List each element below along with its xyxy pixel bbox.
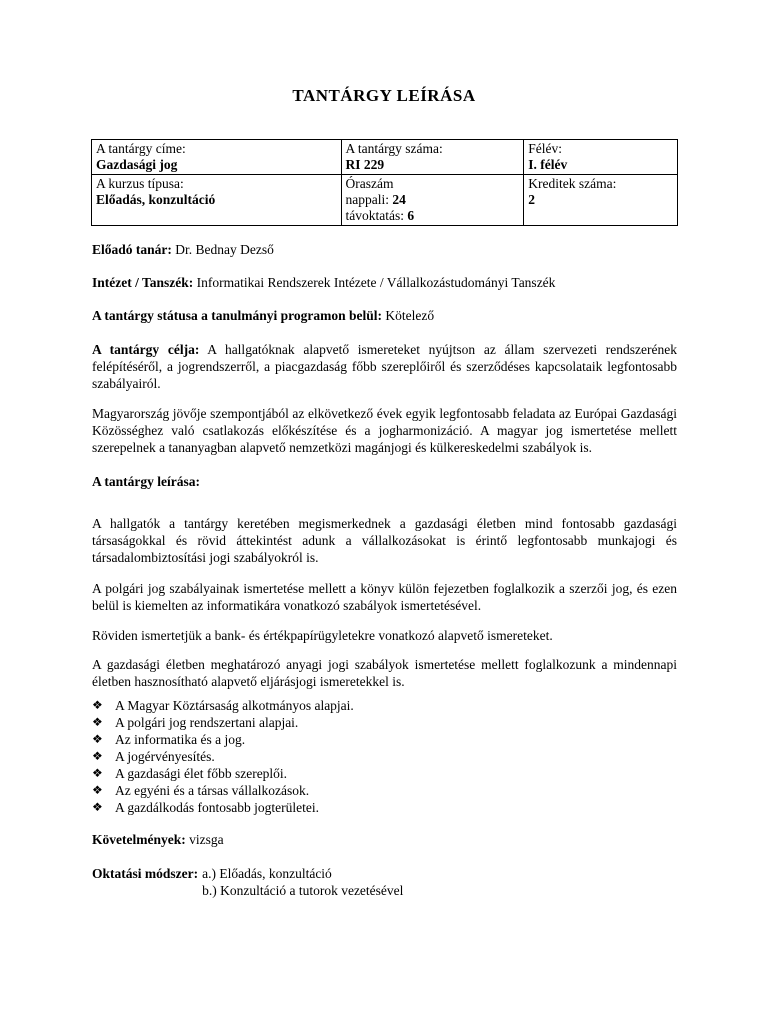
course-code-value: RI 229 <box>345 157 385 172</box>
semester-cell <box>524 140 678 175</box>
bullet-diamond-icon: ❖ <box>92 749 103 763</box>
list-item-text: A gazdasági élet főbb szereplői. <box>115 766 288 781</box>
credits-cell <box>524 175 678 226</box>
hours-label: Óraszám <box>345 176 394 191</box>
description-paragraph: A hallgatók a tantárgy keretében megismerkednek a gazdasági életben mind fontosabb gazdasági társaságokkal és rövid áttekintést adunk a vállalkozásokat is érintő legfontosabb munkajogi és társadalombiztosítási jogi szabályokról is. <box>92 516 677 565</box>
list-item <box>92 748 677 765</box>
lecturer-value: Dr. Bednay Dezső <box>175 242 274 257</box>
status-value: Kötelező <box>385 308 435 323</box>
requirements-line <box>92 831 677 848</box>
description-heading <box>92 473 677 490</box>
daytime-hours-value: 24 <box>392 192 406 207</box>
description-paragraph: A polgári jog szabályainak ismertetése mellett a könyv külön fejezetben foglalkozik a szerzői jog, és ezen belül is kiemelten az informatikára vonatkozó szabályok ismertetésével. <box>92 581 677 613</box>
bullet-diamond-icon: ❖ <box>92 715 103 729</box>
list-item <box>92 765 677 782</box>
course-type-cell <box>92 175 342 226</box>
teaching-method-item: a.) Előadás, konzultáció <box>202 866 332 881</box>
bullet-diamond-icon: ❖ <box>92 800 103 814</box>
daytime-label: nappali: <box>345 192 390 207</box>
document-body <box>92 241 677 899</box>
status-label: A tantárgy státusa a tanulmányi programon belül: <box>92 308 383 323</box>
bullet-diamond-icon: ❖ <box>92 732 103 746</box>
list-item-text: Az egyéni és a társas vállalkozások. <box>115 783 310 798</box>
bullet-diamond-icon: ❖ <box>92 766 103 780</box>
credits-value: 2 <box>528 192 535 207</box>
goal-paragraph <box>92 341 677 392</box>
course-info-table <box>91 139 678 226</box>
table-row <box>92 140 678 175</box>
description-paragraph: A gazdasági életben meghatározó anyagi jogi szabályok ismertetése mellett foglalkozunk a mindennapi életben hasznosítható alapvető eljárásjogi ismeretekkel is. <box>92 657 677 689</box>
requirements-value: vizsga <box>189 832 224 847</box>
course-name-label: A tantárgy címe: <box>96 141 186 156</box>
semester-label: Félév: <box>528 141 562 156</box>
bullet-diamond-icon: ❖ <box>92 698 103 712</box>
list-item <box>92 731 677 748</box>
lecturer-line <box>92 241 677 258</box>
list-item-text: A gazdálkodás fontosabb jogterületei. <box>115 800 319 815</box>
status-line <box>92 307 677 324</box>
course-type-label: A kurzus típusa: <box>96 176 184 191</box>
lecturer-label: Előadó tanár: <box>92 242 172 257</box>
course-code-label: A tantárgy száma: <box>345 141 443 156</box>
institute-line <box>92 274 677 291</box>
table-row <box>92 175 678 226</box>
distance-hours-value: 6 <box>407 208 415 223</box>
requirements-label: Követelmények: <box>92 832 186 847</box>
teaching-method-block <box>92 865 677 899</box>
course-name-cell <box>92 140 342 175</box>
goal-text: A hallgatóknak alapvető ismereteket nyújtson az állam szervezeti rendszerének felépítéséről, a jogrendszerről, a piacgazdaság főbb szereplőiről és szerződéses kapcsolataik legfontosabb szabályairól. <box>92 342 677 391</box>
list-item-text: A jogérvényesítés. <box>115 749 215 764</box>
description-label: A tantárgy leírása: <box>92 474 200 489</box>
list-item <box>92 697 677 714</box>
list-item <box>92 782 677 799</box>
institute-value: Informatikai Rendszerek Intézete / Vállalkozástudományi Tanszék <box>196 275 556 290</box>
distance-label: távoktatás: <box>345 208 405 223</box>
list-item-text: A polgári jog rendszertani alapjai. <box>115 715 299 730</box>
distance-hours-row <box>346 208 521 224</box>
course-type-value: Előadás, konzultáció <box>96 192 216 207</box>
teaching-method-items <box>202 865 403 899</box>
institute-label: Intézet / Tanszék: <box>92 275 194 290</box>
goal-label: A tantárgy célja: <box>92 342 200 357</box>
description-paragraph: Röviden ismertetjük a bank- és értékpapírügyletekre vonatkozó alapvető ismereteket. <box>92 628 553 643</box>
list-item-text: A Magyar Köztársaság alkotmányos alapjai. <box>115 698 354 713</box>
semester-value: I. félév <box>528 157 568 172</box>
course-code-cell <box>341 140 524 175</box>
list-item <box>92 714 677 731</box>
bullet-diamond-icon: ❖ <box>92 783 103 797</box>
course-name-value: Gazdasági jog <box>96 157 178 172</box>
credits-label: Kreditek száma: <box>528 176 617 191</box>
page-title: TANTÁRGY LEÍRÁSA <box>292 86 476 105</box>
list-item <box>92 799 677 816</box>
hours-cell <box>341 175 524 226</box>
list-item-text: Az informatika és a jog. <box>115 732 246 747</box>
topics-list <box>92 697 677 816</box>
teaching-method-label: Oktatási módszer: <box>92 866 199 881</box>
teaching-method-item: b.) Konzultáció a tutorok vezetésével <box>202 883 404 898</box>
goal-paragraph-2: Magyarország jövője szempontjából az elkövetkező évek egyik legfontosabb feladata az Európai Gazdasági Közösséghez való csatlakozás előkészítése és a jogharmonizáció. A magyar jog ismertetése mellett szerepelnek a tananyagban alapvető nemzetközi magánjogi és külkereskedelmi szabályok is. <box>92 406 677 455</box>
daytime-hours-row <box>346 192 521 208</box>
